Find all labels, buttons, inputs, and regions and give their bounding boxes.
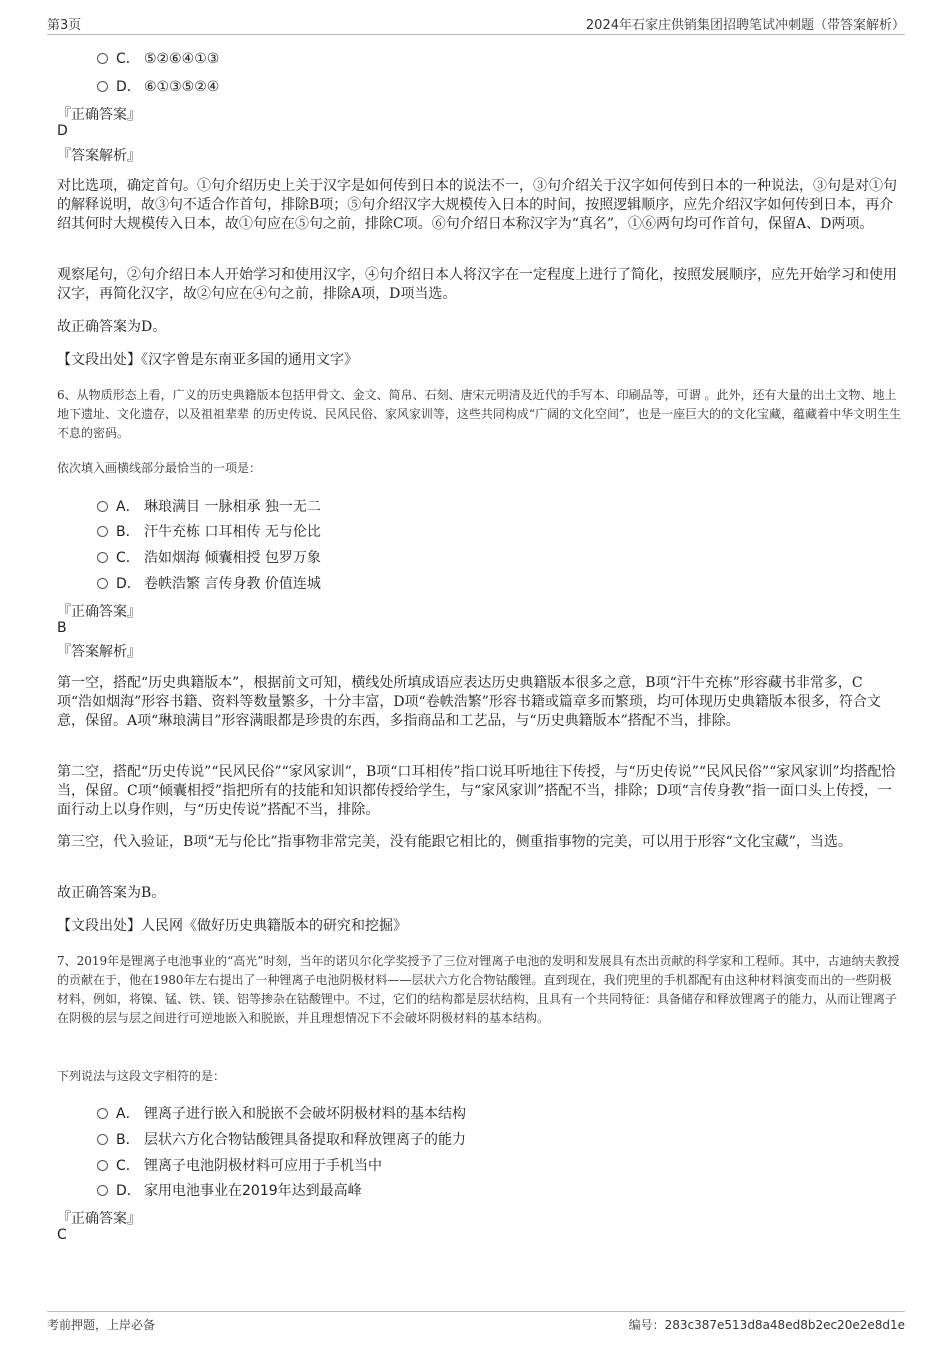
analysis-paragraph: 第三空，代入验证，B项“无与伦比”指事物非常完美，没有能跟它相比的，侧重指事物的完美，可以用于形容“文化宝藏”，当选。 [57,834,852,850]
page-header [47,12,905,35]
answer-value: B [57,620,67,636]
page-number: 第3页 [47,18,82,33]
document-code: 编号：283c387e513d8a48ed8b2ec20e2e8d1e [628,1318,905,1332]
q7-stem: 7、2019年是锂离子电池事业的“高光”时刻，当年的诺贝尔化学奖授予了三位对锂离子电池的发明和发展具有杰出贡献的科学家和工程师。其中，古迪纳夫教授的贡献在于，他在1980年左右提出了一种锂离子电池阴极材料——层状六方化合物钴酸锂。直到现在，我们兜里的手机都配有由这种材料演变而出的一些阴极材料，例如，将镍、锰、铁、镁、铝等掺杂在钴酸锂中。不过，它们的结构都是层状结构，且具有一个共同特征：具备储存和释放锂离子的能力，从而让锂离子在阴极的层与层之间进行可逆地嵌入和脱嵌，并且理想情况下不会破坏阴极材料的基本结构。 [57,954,900,1025]
q7-prompt: 下列说法与这段文字相符的是： [57,1069,226,1083]
analysis-conclusion: 故正确答案为D。 [57,319,167,335]
source-citation: 【文段出处】《汉字曾是东南亚多国的通用文字》 [57,352,358,368]
radio-icon[interactable] [97,1160,108,1171]
analysis-paragraph: 对比选项，确定首句。①句介绍历史上关于汉字是如何传到日本的说法不一，③句介绍关于汉字如何传到日本的一种说法，③句是对①句的解释说明，故③句不适合作首句，排除B项；⑤句介绍汉字大规模传入日本的时间，按照逻辑顺序，应先介绍汉字如何传到日本，再介绍其何时大规模传入日本，故①句应在⑤句之前，排除C项。⑥句介绍日本称汉字为“真名”，①⑥两句均可作首句，保留A、D两项。 [57,178,897,232]
radio-icon[interactable] [97,552,108,563]
analysis-label: 『答案解析』 [57,148,141,164]
answer-label: 『正确答案』 [57,107,141,123]
radio-icon[interactable] [97,1108,108,1119]
q6-option-b[interactable]: B． 汗牛充栋 口耳相传 无与伦比 [97,521,321,541]
analysis-paragraph: 第一空，搭配“历史典籍版本”，根据前文可知，横线处所填成语应表达历史典籍版本很多之意，B项“汗牛充栋”形容藏书非常多，C项“浩如烟海”形容书籍、资料等数量繁多，十分丰富，D项“卷帙浩繁”形容书籍或篇章多而繁琐，均可体现历史典籍版本很多，符合文意，保留。A项“琳琅满目”形容满眼都是珍贵的东西，多指商品和工艺品，与“历史典籍版本”搭配不当，排除。 [57,675,881,729]
answer-value: C [57,1227,67,1243]
q7-option-d[interactable]: D． 家用电池事业在2019年达到最高峰 [97,1180,362,1200]
radio-icon[interactable] [97,1185,108,1196]
q7-option-c[interactable]: C． 锂离子电池阴极材料可应用于手机当中 [97,1155,382,1175]
q7-option-b[interactable]: B． 层状六方化合物钴酸锂具备提取和释放锂离子的能力 [97,1129,466,1149]
footer-slogan: 考前押题，上岸必备 [47,1318,156,1332]
q6-option-c[interactable]: C． 浩如烟海 倾囊相授 包罗万象 [97,547,321,567]
radio-icon[interactable] [97,1134,108,1145]
q5-option-c[interactable]: C． ⑤②⑥④①③ [97,48,219,68]
analysis-paragraph: 观察尾句，②句介绍日本人开始学习和使用汉字，④句介绍日本人将汉字在一定程度上进行了简化，按照发展顺序，应先开始学习和使用汉字，再简化汉字，故②句应在④句之前，排除A项，D项当选。 [57,267,897,302]
analysis-paragraph: 第二空，搭配“历史传说”“民风民俗”“家风家训”，B项“口耳相传”指口说耳听地往下传授，与“历史传说”“民风民俗”“家风家训”均搭配恰当，保留。C项“倾囊相授”指把所有的技能和知识都传授给学生，与“家风家训”搭配不当，排除；D项“言传身教”指一面口头上传授，一面行动上以身作则，与“历史传说”搭配不当，排除。 [57,764,896,818]
analysis-conclusion: 故正确答案为B。 [57,885,166,901]
radio-icon[interactable] [97,501,108,512]
q6-prompt: 依次填入画横线部分最恰当的一项是： [57,461,262,475]
source-citation: 【文段出处】人民网《做好历史典籍版本的研究和挖掘》 [57,918,407,934]
q7-option-a[interactable]: A． 锂离子进行嵌入和脱嵌不会破坏阴极材料的基本结构 [97,1103,466,1123]
radio-icon[interactable] [97,81,108,92]
document-title: 2024年石家庄供销集团招聘笔试冲刺题（带答案解析） [585,18,905,33]
q5-option-d[interactable]: D． ⑥①③⑤②④ [97,76,219,96]
q6-option-a[interactable]: A． 琳琅满目 一脉相承 独一无二 [97,496,321,516]
radio-icon[interactable] [97,53,108,64]
q6-option-d[interactable]: D． 卷帙浩繁 言传身教 价值连城 [97,573,321,593]
answer-value: D [57,123,68,139]
radio-icon[interactable] [97,578,108,589]
page-footer [47,1311,905,1332]
answer-label: 『正确答案』 [57,1211,141,1227]
answer-label: 『正确答案』 [57,604,141,620]
q6-stem: 6、从物质形态上看，广义的历史典籍版本包括甲骨文、金文、简帛、石刻、唐宋元明清及近代的手写本、印刷品等，可谓 。此外，还有大量的出土文物、地上地下遗址、文化遗存，以及祖祖辈辈 的历史传说、民风民俗、家风家训等，这些共同构成“广阔的文化空间”，也是一座巨大的的文化宝藏，蕴藏着中华文明生生不息的密码。 [57,388,902,440]
radio-icon[interactable] [97,526,108,537]
analysis-label: 『答案解析』 [57,644,141,660]
